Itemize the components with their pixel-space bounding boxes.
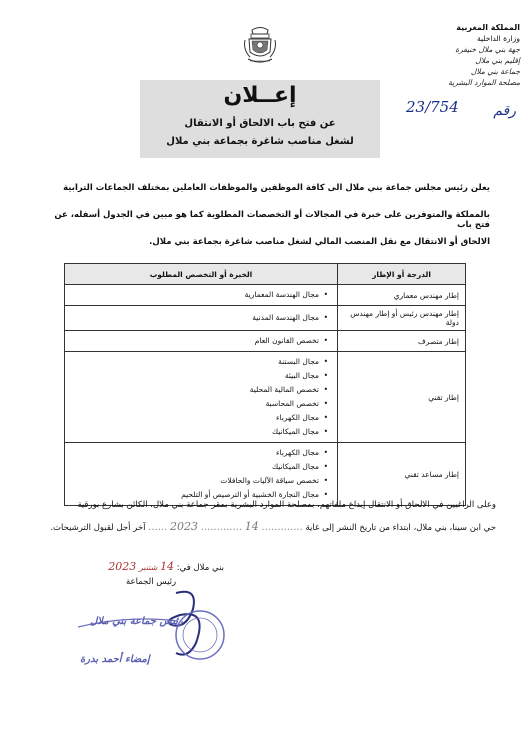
date-label: بني ملال في: — [176, 563, 224, 573]
intro-line-1: يعلن رئيس مجلس جماعة بني ملال الى كافة الموظفين والموظفات العاملين بمختلف الجماعات الترابية — [63, 183, 490, 193]
requirement-item: • تخصص سياقة الآليات والحافلات — [71, 474, 319, 488]
row-requirements — [65, 306, 338, 331]
requirement-item: • مجال النجارة الخشبية أو الترصيص أو التلحيم — [71, 488, 319, 502]
row-requirements — [65, 285, 338, 306]
row-requirements — [65, 352, 338, 443]
requirement-item: • مجال البستنة — [71, 355, 319, 369]
deadline-year: 2023 — [169, 520, 198, 533]
title-subtitle-1: عن فتح باب الالحاق أو الانتقال — [184, 118, 336, 129]
date-year: 2023 — [108, 560, 137, 573]
page-title: إعــلان — [223, 83, 297, 108]
closing-line-2: حي ابن سينا، بني ملال، ابتداء من تاريخ النشر إلى غاية ............. 14 ............. 2023 ...... آخر أجل لقبول الترشيحات. — [50, 520, 496, 533]
closing-line-2-end: آخر أجل لقبول الترشيحات. — [50, 523, 146, 533]
table-row — [65, 443, 466, 506]
reference-value: 23/754 — [406, 98, 459, 116]
closing-line-2-start: حي ابن سينا، بني ملال، ابتداء من تاريخ النشر إلى غاية — [305, 523, 496, 533]
table-row — [65, 352, 466, 443]
intro-line-2: بالمملكة والمتوفرين على خبرة في المجالات أو التخصصات المطلوبة كما هو مبين في الجدول أسفله، عن فتح باب — [54, 210, 490, 230]
requirement-item: • تخصص المحاسبة — [71, 397, 319, 411]
official-stamp-icon — [58, 585, 248, 705]
date-month: شتنبر — [139, 563, 158, 572]
requirement-item: • مجال الكهرباء — [71, 411, 319, 425]
requirement-item: • مجال الهندسة المدنية — [71, 311, 319, 325]
reference-number — [406, 100, 516, 120]
row-grade: إطار مساعد تقني — [338, 443, 466, 506]
intro-line-3: الالحاق أو الانتقال مع نقل المنصب المالي لشغل مناصب شاغرة بجماعة بني ملال. — [149, 237, 490, 247]
row-requirements — [65, 443, 338, 506]
commune-label: جماعة بني ملال — [470, 67, 520, 76]
table-row — [65, 285, 466, 306]
row-grade: إطار مهندس رئيس أو إطار مهندس دولة — [338, 306, 466, 331]
region-label: جهة بني ملال خنيفرة — [455, 45, 520, 54]
requirement-item: • مجال الكهرباء — [71, 446, 319, 460]
ministry-label: وزارة الداخلية — [476, 34, 520, 43]
signer-title: رئيس الجماعة — [126, 577, 177, 587]
kingdom-label: المملكة المغربية — [456, 23, 520, 32]
requirement-item: • مجال البيئة — [71, 369, 319, 383]
reference-prefix: رقم — [493, 103, 516, 119]
date-day: 14 — [160, 560, 175, 573]
table-row — [65, 306, 466, 331]
positions-table — [64, 263, 466, 506]
requirement-item: • تخصص القانون العام — [71, 334, 319, 348]
row-grade: إطار متصرف — [338, 331, 466, 352]
requirement-item: • مجال الميكانيك — [71, 425, 319, 439]
coat-of-arms-icon — [242, 26, 278, 66]
requirement-item: • مجال الهندسة المعمارية — [71, 288, 319, 302]
date-line — [74, 560, 224, 573]
requirement-item: • مجال الميكانيك — [71, 460, 319, 474]
deadline-day: 14 — [244, 520, 259, 533]
row-grade: إطار تقني — [338, 352, 466, 443]
table-header-row — [65, 264, 466, 285]
ministry-header — [408, 22, 520, 88]
row-requirements — [65, 331, 338, 352]
signature-name: إمضاء أحمد بدرة — [80, 654, 150, 665]
requirement-item: • تخصص المالية المحلية — [71, 383, 319, 397]
title-subtitle-2: لشغل مناصب شاغرة بجماعة بني ملال — [166, 136, 354, 147]
row-grade: إطار مهندس معماري — [338, 285, 466, 306]
province-label: إقليم بني ملال — [475, 56, 520, 65]
table-row — [65, 331, 466, 352]
stamp-label: رئيس جماعة بني ملال — [90, 616, 183, 627]
header-requirements: الخبرة أو التخصص المطلوب — [65, 264, 338, 285]
closing-line-1: وعلى الراغبين في الالحاق أو الانتقال إيداع ملفاتهم، بمصلحة الموارد البشرية بمقر جماعة بني ملال، الكائن بشارع بورقية — [77, 500, 496, 510]
header-grade: الدرجة أو الإطار — [338, 264, 466, 285]
service-label: مصلحة الموارد البشرية — [448, 78, 520, 87]
